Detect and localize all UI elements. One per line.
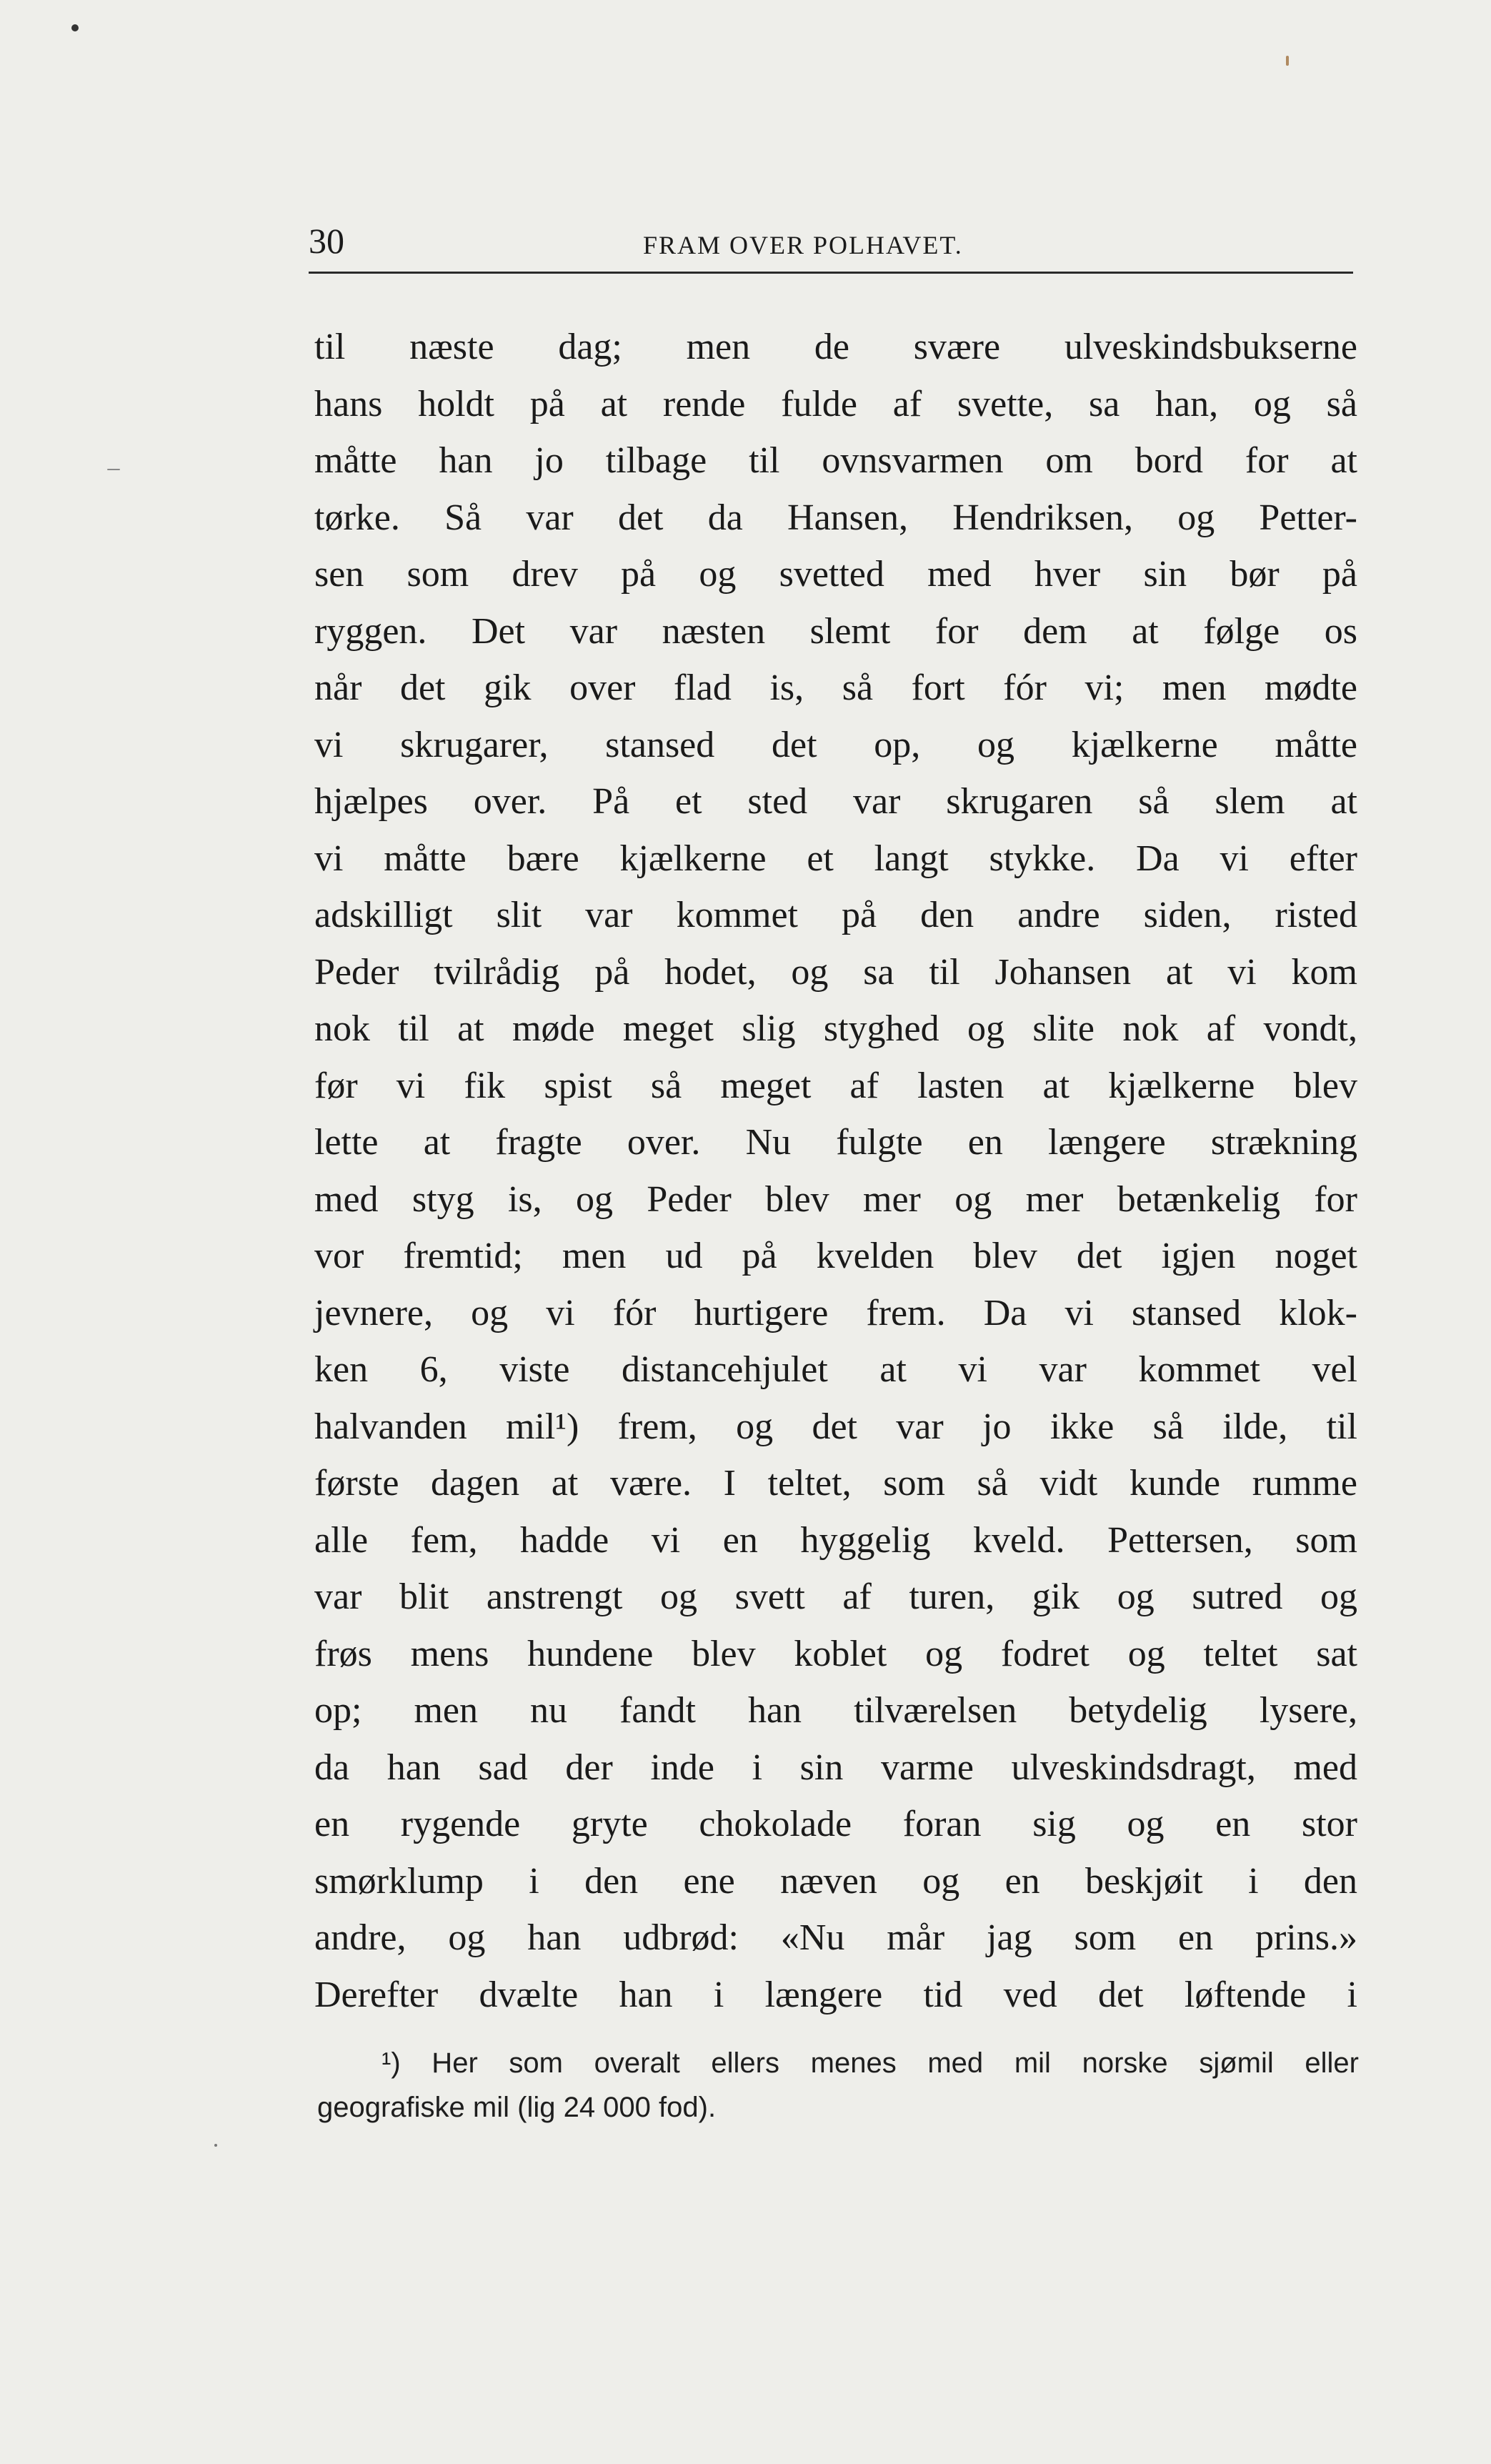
text-line: vor fremtid; men ud på kvelden blev det igjen noget <box>314 1236 1357 1276</box>
text-line: hans holdt på at rende fulde af svette, sa han, og så <box>314 383 1357 424</box>
footnote <box>317 2041 1359 2130</box>
text-line: en rygende gryte chokolade foran sig og en stor <box>314 1804 1357 1844</box>
text-line: når det gik over flad is, så fort fór vi; men mødte <box>314 667 1357 708</box>
paper-speck <box>214 2144 217 2147</box>
text-line: lette at fragte over. Nu fulgte en længere strækning <box>314 1122 1357 1163</box>
paper-speck <box>1286 56 1289 66</box>
paper-speck <box>71 24 79 31</box>
text-line: første dagen at være. I teltet, som så vidt kunde rumme <box>314 1463 1357 1504</box>
text-line: før vi fik spist så meget af lasten at kjælkerne blev <box>314 1065 1357 1106</box>
text-line: med styg is, og Peder blev mer og mer betænkelig for <box>314 1178 1357 1220</box>
text-line: halvanden mil¹) frem, og det var jo ikke så ilde, til <box>314 1406 1357 1447</box>
text-line: da han sad der inde i sin varme ulveskindsdragt, med <box>314 1747 1357 1788</box>
page-header <box>309 214 1353 274</box>
text-line: tørke. Så var det da Hansen, Hendriksen, og Petter- <box>314 497 1357 538</box>
text-line: vi måtte bære kjælkerne et langt stykke. Da vi efter <box>314 838 1357 879</box>
text-line: adskilligt slit var kommet på den andre siden, risted <box>314 895 1357 935</box>
text-line: smørklump i den ene næven og en beskjøit i den <box>314 1860 1357 1902</box>
page-number: 30 <box>309 221 344 261</box>
text-line: nok til at møde meget slig styghed og slite nok af vondt, <box>314 1008 1357 1049</box>
text-line: til næste dag; men de svære ulveskindsbukserne <box>314 327 1357 367</box>
text-line: måtte han jo tilbage til ovnsvarmen om bord for at <box>314 440 1357 481</box>
body-text <box>314 319 1357 2023</box>
text-line: Derefter dvælte han i længere tid ved det løftende i <box>314 1974 1357 2015</box>
text-line: var blit anstrengt og svett af turen, gik og sutred og <box>314 1576 1357 1617</box>
paper-speck <box>107 469 120 470</box>
text-line: hjælpes over. På et sted var skrugaren så slem at <box>314 781 1357 822</box>
text-line: vi skrugarer, stansed det op, og kjælkerne måtte <box>314 724 1357 765</box>
running-head: FRAM OVER POLHAVET. <box>643 231 963 259</box>
footnote-line: ¹) Her som overalt ellers menes med mil norske sjømil eller <box>382 2047 1359 2079</box>
text-line: alle fem, hadde vi en hyggelig kveld. Pettersen, som <box>314 1519 1357 1561</box>
text-line: sen som drev på og svetted med hver sin bør på <box>314 554 1357 595</box>
text-line: op; men nu fandt han tilværelsen betydelig lysere, <box>314 1690 1357 1731</box>
text-line: andre, og han udbrød: «Nu mår jag som en prins.» <box>314 1917 1357 1958</box>
text-line: ken 6, viste distancehjulet at vi var kommet vel <box>314 1349 1357 1390</box>
text-line: frøs mens hundene blev koblet og fodret og teltet sat <box>314 1633 1357 1674</box>
text-line: jevnere, og vi fór hurtigere frem. Da vi stansed klok- <box>314 1292 1357 1333</box>
text-line: Peder tvilrådig på hodet, og sa til Johansen at vi kom <box>314 951 1357 993</box>
text-line: ryggen. Det var næsten slemt for dem at følge os <box>314 610 1357 652</box>
footnote-line: geografiske mil (lig 24 000 fod). <box>317 2092 717 2123</box>
